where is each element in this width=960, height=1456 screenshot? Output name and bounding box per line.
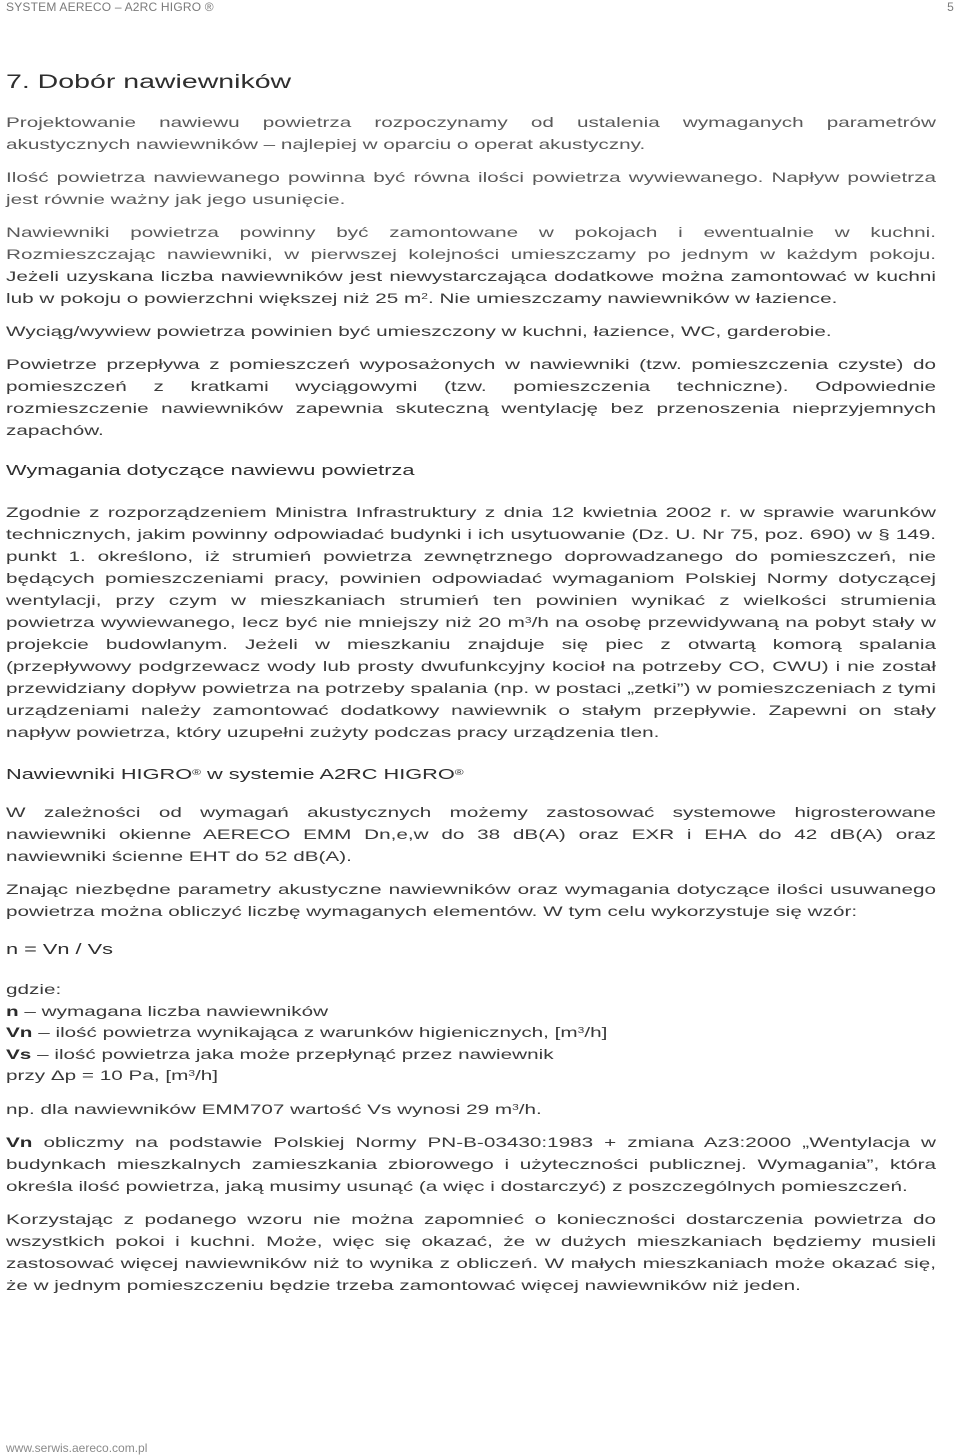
section-heading-requirements: Wymagania dotyczące nawiewu powietrza [6,463,415,479]
regulation-paragraph [6,502,936,744]
regulation-text-b: /h na osobę przewidywaną na pobyt stały w projekcie budowlanym. Jeżeli w mieszkaniu znajduje się piec z otwartą komorą spalania (przepływowy podgrzewacz wody lub prosty dwufunkcyjny kocioł na potrzeby CO, CWU) i nie został przewidziany dopływ powietrza na potrzeby spalania (np. w postaci „zetki”) w pomieszczeniach z tymi urządzeniami należy zamontować dodatkowy nawiewnik o stałym przepływie. Zapewni on stały napływ powietrza, który uzupełni zużyty podczas pracy urządzenia tlen. [6,615,936,740]
definition-n-text: – wymagana liczba nawiewników [18,1003,329,1019]
example-end: /h. [518,1101,542,1117]
regulation-sup: 3 [524,616,532,625]
placement-text-b: Jeżeli uzyskana liczba nawiewników jest niewystarczająca dodatkowe można zamontować w kuchni lub w pokoju o powierzchni większej niż 25 m [6,269,936,306]
placement-text-c: . Nie umieszczamy nawiewników w łazience. [427,291,838,306]
intro-paragraph-2: Ilość powietrza nawiewanego powinna być równa ilości powietrza wywiewanego. Napływ powietrza jest równie ważny jak jego usunięcie. [6,170,936,207]
definitions-label: gdzie: [6,982,62,997]
definition-dp-text: przy Δp = 10 Pa, [m [6,1068,189,1083]
flow-text-b: Odpowiednie rozmieszczenie nawiewników zapewnia skuteczną wentylację bez przenoszenia nieprzyjemnych zapachów. [6,379,936,438]
placement-sup: 2 [421,292,428,301]
placement-paragraph [6,222,936,310]
intro-paragraph-1: Projektowanie nawiewu powietrza rozpoczynamy od ustalenia wymaganych parametrów akustycznych nawiewników – najlepiej w oparciu o operat akustyczny. [6,115,936,152]
definition-vn-sup: 3 [577,1026,585,1035]
page-number: 5 [947,0,954,14]
flow-text-a: Powietrze przepływa z pomieszczeń wyposażonych w nawiewniki (tzw. pomieszczenia czyste) do pomieszczeń z kratkami wyciągowymi (tzw. pomieszczenia techniczne). [6,357,936,394]
example-sup: 3 [512,1102,519,1112]
higro-heading-b: w systemie A2RC HIGRO [201,767,455,783]
higro-heading-a: Nawiewniki HIGRO [6,767,193,783]
vn-paragraph [6,1132,936,1198]
header-title: SYSTEM AERECO – A2RC HIGRO ® [6,0,214,14]
placement-text-a: Nawiewniki powietrza powinny być zamontowane w pokojach i ewentualnie w kuchni. Rozmieszczając nawiewniki, w pierwszej kolejności umieszczamy po jednym w każdym pokoju. [6,225,936,262]
definition-vn-text: – ilość powietrza wynikająca z warunków higienicznych, [m [32,1025,578,1040]
formula: n = Vn / Vs [6,942,114,958]
definition-dp-end: /h] [195,1068,219,1083]
registered-mark-1: ® [192,768,201,777]
final-paragraph: Korzystając z podanego wzoru nie można zapomnieć o konieczności dostarczenia powietrza do wszystkich pokoi i kuchni. Może, więc się okazać, że w dużych mieszkaniach będziemy musieli zastosować więcej nawiewników niż to wynika z obliczeń. W małych mieszkaniach może okazać się, że w jednym pomieszczeniu będzie trzeba zamontować więcej nawiewników niż jeden. [6,1211,936,1293]
definition-vs [6,1044,936,1066]
section-heading-higro [6,764,936,786]
document-body [6,70,936,1308]
example-paragraph [6,1099,936,1121]
higro-paragraph-1: W zależności od wymagań akustycznych możemy zastosować systemowe higrosterowane nawiewniki okienne AERECO EMM Dn,e,w do 38 dB(A) oraz EXR i EHA do 42 dB(A) oraz nawiewniki ścienne EHT do 52 dB(A). [6,805,936,864]
symbol-n: n [6,1003,19,1019]
regulation-text-a: Zgodnie z rozporządzeniem Ministra Infrastruktury z dnia 12 kwietnia 2002 r. w sprawie warunków technicznych, jakim powinny odpowiadać budynki i ich usytuowanie (Dz. U. Nr 75, poz. 690) w § 149. punkt 1. określono, iż strumień powietrza zewnętrznego doprowadzanego do pomieszczeń, nie będących pomieszczeniami pracy, powinien odpowiadać wymaganiom Polskiej Normy dotyczącej wentylacji, przy czym w mieszkaniach strumień ten powinien wynikać z wielkości strumienia powietrza wywiewanego, lecz być nie mniejszy niż 20 m [6,505,936,630]
definition-vn-end: /h] [584,1025,608,1040]
higro-paragraph-2: Znając niezbędne parametry akustyczne nawiewników oraz wymagania dotyczące ilości usuwanego powietrza można obliczyć liczbę wymaganych elementów. W tym celu wykorzystuje się wzór: [6,882,936,919]
vn-text: obliczmy na podstawie Polskiej Normy PN-B-03430:1983 + zmiana Az3:2000 „Wentylacja w budynkach mieszkalnych zamieszkania zbiorowego i użyteczności publicznej. Wymagania”, która określa ilość powietrza, jaką musimy usunąć (a więc i dostarczyć) z poszczególnych pomieszczeń. [6,1134,936,1194]
flow-paragraph [6,354,936,442]
footer-url: www.serwis.aereco.com.pl [6,1441,148,1455]
page-title: 7. Dobór nawiewników [6,72,292,93]
registered-mark-2: ® [454,768,464,777]
definition-n [6,1001,936,1023]
vn-symbol: Vn [6,1134,33,1150]
definition-vn [6,1022,936,1044]
exhaust-paragraph: Wyciąg/wywiew powietrza powinien być umieszczony w kuchni, łazience, WC, garderobie. [6,324,832,339]
example-text: np. dla nawiewników EMM707 wartość Vs wynosi 29 m [6,1101,513,1117]
page-header [6,0,954,14]
symbol-vn: Vn [6,1025,33,1040]
definition-dp-sup: 3 [188,1069,196,1078]
definition-vs-text: – ilość powietrza jaka może przepłynąć przez nawiewnik [31,1046,554,1062]
symbol-vs: Vs [6,1046,32,1062]
definition-dp [6,1065,936,1087]
definitions-list [6,979,936,1087]
